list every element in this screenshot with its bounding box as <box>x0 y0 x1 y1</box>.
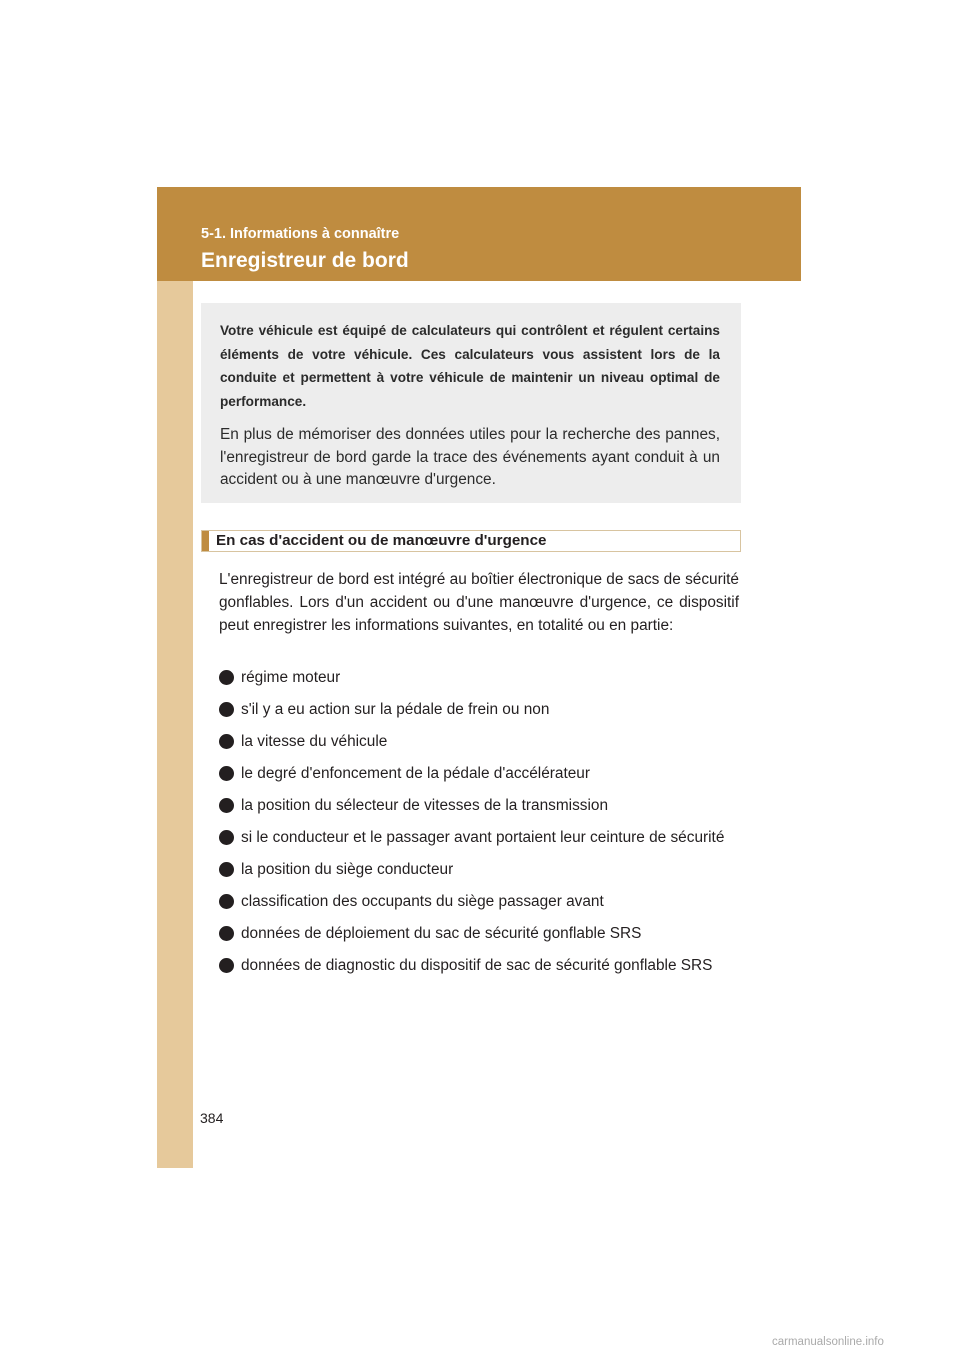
list-item <box>219 826 739 849</box>
intro-paragraph: En plus de mémoriser des données utiles pour la recherche des pannes, l'enregistreur de bord garde la trace des événements ayant conduit à un accident ou à une manœuvre d'urgence. <box>220 426 720 488</box>
list-item <box>219 858 739 881</box>
list-item-text: si le conducteur et le passager avant portaient leur ceinture de sécurité <box>241 829 725 846</box>
intro-paragraph-bold: Votre véhicule est équipé de calculateurs qui contrôlent et régulent certains éléments de votre véhicule. Ces calculateurs vous assistent lors de la conduite et permettent à votre véhicule de maintenir un niveau optimal de performance. <box>220 323 720 409</box>
list-item <box>219 794 739 817</box>
list-item-text: le degré d'enfoncement de la pédale d'accélérateur <box>241 765 590 782</box>
list-item-text: la position du sélecteur de vitesses de la transmission <box>241 797 609 814</box>
list-item <box>219 890 739 913</box>
bullet-icon <box>219 926 234 941</box>
list-item-text: données de diagnostic du dispositif de sac de sécurité gonflable SRS <box>241 957 713 974</box>
list-item <box>219 666 739 689</box>
list-item-text: régime moteur <box>241 669 341 686</box>
margin-strip <box>157 187 193 1168</box>
watermark: carmanualsonline.info <box>772 1336 884 1348</box>
bullet-icon <box>219 670 234 685</box>
subheading-text: En cas d'accident ou de manœuvre d'urgence <box>216 532 547 549</box>
bullet-icon <box>219 734 234 749</box>
list-item-text: la position du siège conducteur <box>241 861 454 878</box>
list-item-text: la vitesse du véhicule <box>241 733 388 750</box>
bullet-list <box>219 666 739 986</box>
list-item <box>219 954 739 977</box>
subheading-bar <box>201 530 741 552</box>
bullet-icon <box>219 798 234 813</box>
list-item-text: classification des occupants du siège passager avant <box>241 893 604 910</box>
page-number: 384 <box>200 1110 224 1126</box>
intro-box <box>201 303 741 503</box>
list-item-text: s'il y a eu action sur la pédale de frein ou non <box>241 701 550 718</box>
list-item <box>219 698 739 721</box>
bullet-icon <box>219 830 234 845</box>
body-paragraph: L'enregistreur de bord est intégré au boîtier électronique de sacs de sécurité gonflables. Lors d'un accident ou d'une manœuvre d'urgence, ce dispositif peut enregistrer les informations suivantes, en totalité ou en partie: <box>219 571 739 634</box>
bullet-icon <box>219 862 234 877</box>
list-item <box>219 922 739 945</box>
list-item-text: données de déploiement du sac de sécurité gonflable SRS <box>241 925 642 942</box>
list-item <box>219 762 739 785</box>
list-item <box>219 730 739 753</box>
section-label: 5-1. Informations à connaître <box>201 226 400 242</box>
bullet-icon <box>219 958 234 973</box>
page-title: Enregistreur de bord <box>201 249 409 272</box>
bullet-icon <box>219 894 234 909</box>
bullet-icon <box>219 766 234 781</box>
subheading-accent <box>202 531 209 551</box>
bullet-icon <box>219 702 234 717</box>
